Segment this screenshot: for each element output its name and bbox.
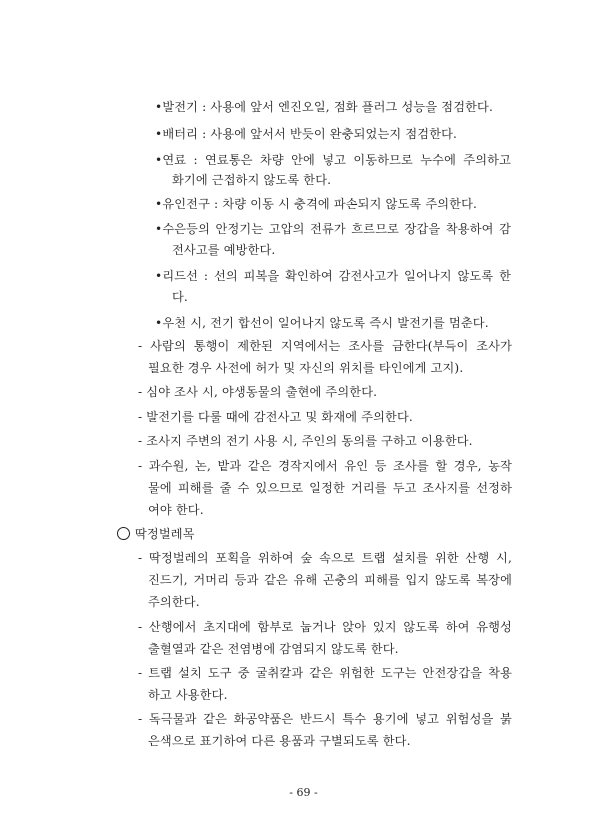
- dash-line: 진드기, 거머리 등과 같은 유해 곤충의 피해를 입지 않도록 복장에: [148, 573, 512, 587]
- dash-line: - 사람의 통행이 제한된 지역에서는 조사를 금한다(부득이 조사가: [138, 339, 512, 353]
- bullet-line: •발전기 : 사용에 앞서 엔진오일, 점화 플러그 성능을 점검한다.: [155, 100, 493, 114]
- dash-line: 여야 한다.: [148, 503, 204, 517]
- bullet-line: •리드선 : 선의 피복을 확인하여 감전사고가 일어나지 않도록 한: [155, 269, 511, 283]
- dash-line: - 조사지 주변의 전기 사용 시, 주인의 동의를 구하고 이용한다.: [138, 434, 473, 448]
- dash-line: 주의한다.: [148, 595, 200, 609]
- dash-line: - 독극물과 같은 화공약품은 반드시 특수 용기에 넣고 위험성을 붉: [138, 712, 512, 726]
- dash-line: - 심야 조사 시, 야생동물의 출현에 주의한다.: [138, 385, 378, 399]
- section-heading: 딱정벌레목: [135, 527, 195, 541]
- bullet-line: 전사고를 예방한다.: [172, 243, 276, 257]
- bullet-line: 화기에 근접하지 않도록 한다.: [172, 173, 332, 187]
- dash-line: 하고 사용한다.: [148, 688, 228, 702]
- bullet-line: 다.: [172, 290, 188, 304]
- dash-line: 필요한 경우 사전에 허가 및 자신의 위치를 타인에게 고지).: [148, 361, 464, 375]
- circle-outline-icon: [117, 527, 130, 540]
- bullet-line: •연료 : 연료통은 차량 안에 넣고 이동하므로 누수에 주의하고: [155, 153, 511, 167]
- dash-line: 은색으로 표기하여 다른 용품과 구별되도록 한다.: [148, 734, 411, 748]
- dash-line: - 과수원, 논, 밭과 같은 경작지에서 유인 등 조사를 할 경우, 농작: [138, 459, 512, 473]
- bullet-line: •우천 시, 전기 합선이 일어나지 않도록 즉시 발전기를 멈춘다.: [155, 316, 489, 330]
- dash-line: 물에 피해를 줄 수 있으므로 일정한 거리를 두고 조사지를 선정하: [148, 481, 512, 495]
- dash-line: - 딱정벌레의 포획을 위하여 숲 속으로 트랩 설치를 위한 산행 시,: [138, 551, 512, 565]
- dash-line: - 산행에서 초지대에 함부로 눕거나 앉아 있지 않도록 하여 유행성: [138, 620, 512, 634]
- page-number: - 69 -: [289, 786, 318, 799]
- dash-line: - 발전기를 다룰 때에 감전사고 및 화재에 주의한다.: [138, 410, 413, 424]
- bullet-line: •배터리 : 사용에 앞서서 반듯이 완충되었는지 점검한다.: [155, 127, 458, 141]
- bullet-line: •유인전구 : 차량 이동 시 충격에 파손되지 않도록 주의한다.: [155, 197, 478, 211]
- dash-line: - 트랩 설치 도구 중 굴취칼과 같은 위험한 도구는 안전장갑을 착용: [138, 666, 512, 680]
- dash-line: 출혈열과 같은 전염병에 감염되지 않도록 한다.: [148, 642, 399, 656]
- bullet-line: •수은등의 안정기는 고압의 전류가 흐르므로 장갑을 착용하여 감: [155, 222, 511, 236]
